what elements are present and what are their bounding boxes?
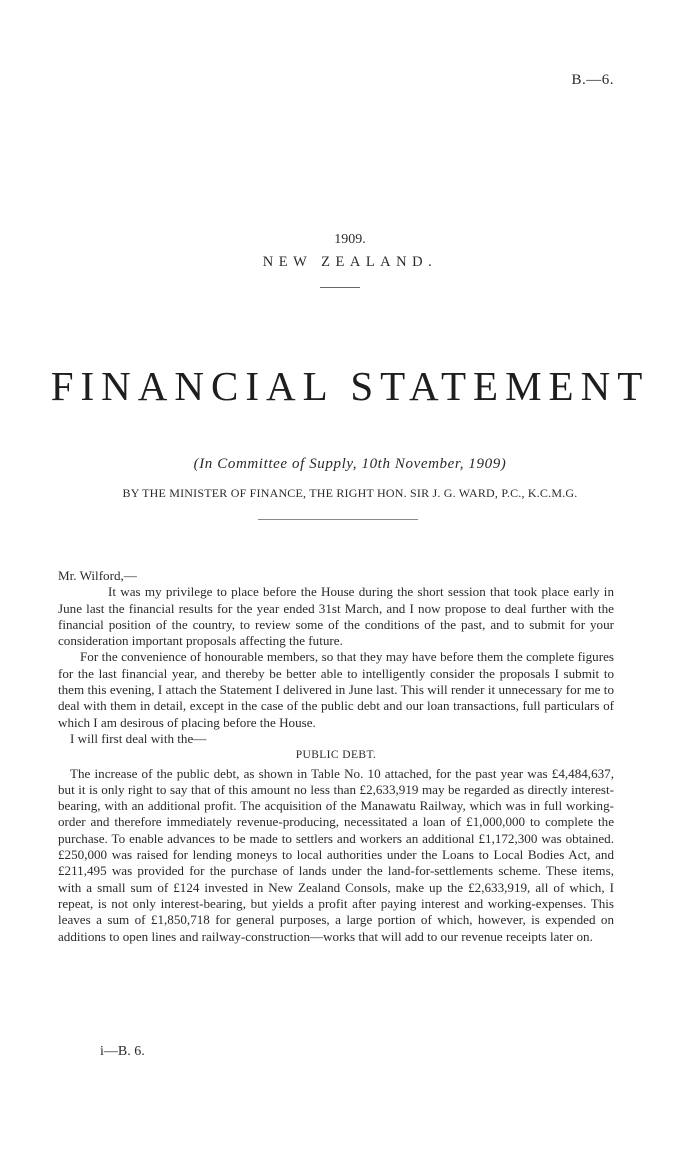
paragraph-3: I will first deal with the— xyxy=(70,730,207,746)
document-byline: BY THE MINISTER OF FINANCE, THE RIGHT HON. SIR J. G. WARD, P.C., K.C.M.G. xyxy=(122,486,578,500)
document-title: FINANCIAL STATEMENT xyxy=(50,363,650,409)
document-year: 1909. xyxy=(334,232,366,247)
sheet-reference: i—B. 6. xyxy=(100,1044,145,1059)
paragraph-4: The increase of the public debt, as shown in Table No. 10 attached, for the past year was £4,484,637, but it is only right to say that of this amount no less than £2,633,919 may be regarded as directly interest-bearing, with an additional profit. The acquisition of the Manawatu Railway, which was in full working-order and therefore immediately revenue-producing, necessitated a loan of £1,000,000 to complete the purchase. To enable advances to be made to settlers and workers an additional £1,172,300 was obtained. £250,000 was raised for lending moneys to local authorities under the Loans to Local Bodies Act, and £211,495 was provided for the purchase of lands under the land-for-settlements scheme. These items, with a small sum of £124 invested in New Zealand Consols, make up the £2,633,919, all of which, I repeat, is not only interest-bearing, but yields a profit after paying interest and working-expenses. This leaves a sum of £1,850,718 for general purposes, a large portion of which, however, is expended on additions to open lines and railway-construction—works that will add to our revenue receipts later on. xyxy=(58,765,614,944)
salutation: Mr. Wilford,— xyxy=(58,568,137,583)
document-subtitle: (In Committee of Supply, 10th November, 1909) xyxy=(193,456,507,472)
statement-body xyxy=(58,568,614,945)
section-heading-public-debt: PUBLIC DEBT. xyxy=(295,749,377,762)
paragraph-1: It was my privilege to place before the House during the short session that took place early in June last the financial results for the year ended 31st March, and I now propose to deal further with the financial position of the country, to review some of the conditions of the past, and to submit for your consideration important proposals affecting the future. xyxy=(58,584,614,649)
country-name: NEW ZEALAND. xyxy=(262,254,438,270)
page-reference: B.—6. xyxy=(571,72,614,88)
divider-short xyxy=(320,287,360,288)
paragraph-2: For the convenience of honourable members, so that they may have before them the complete figures for the last financial year, and thereby be better able to intelligently consider the proposals I submit to them this evening, I attach the Statement I delivered in June last. This will render it unnecessary for me to deal with them in detail, except in the case of the public debt and our loan transactions, full particulars of which I am desirous of placing before the House. xyxy=(58,649,614,730)
divider-long xyxy=(258,519,418,520)
